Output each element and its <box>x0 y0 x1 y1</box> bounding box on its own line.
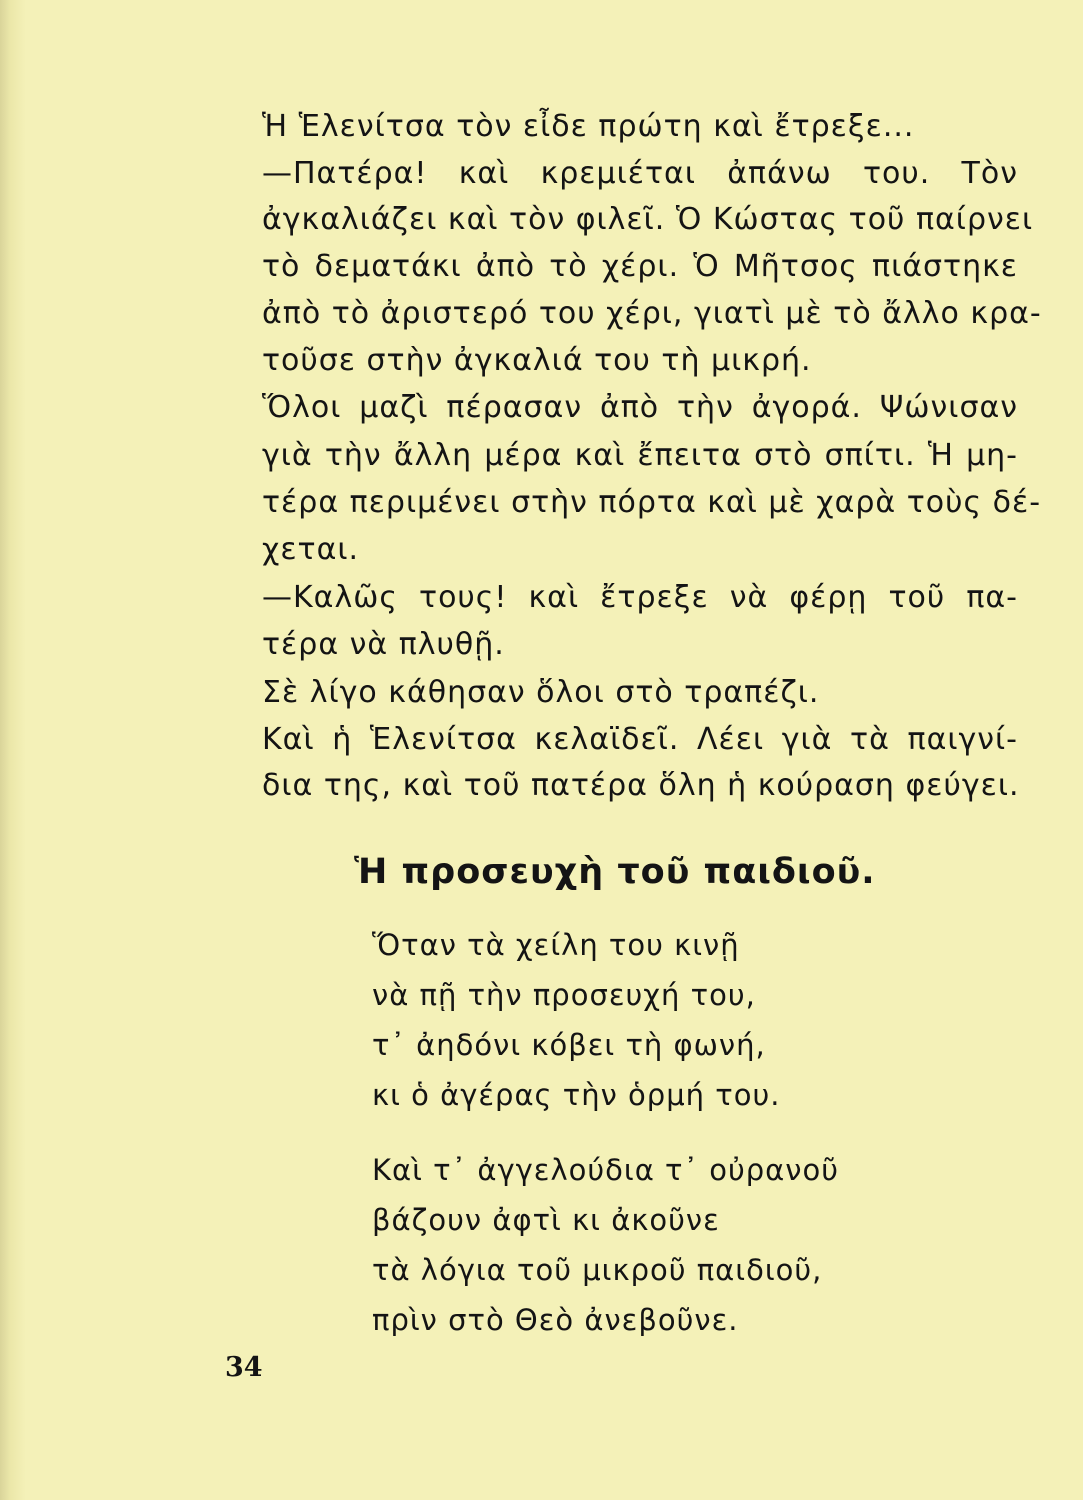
poem-line: κι ὁ ἀγέρας τὴν ὁρμή του. <box>372 1078 781 1112</box>
prose-line-1: Ἡ Ἑλενίτσα τὸν εἶδε πρώτη καὶ ἔτρεξε... <box>262 109 915 144</box>
section-heading: Ἡ προσευχὴ τοῦ παιδιοῦ. <box>354 852 876 892</box>
prose-line-4: τὸ δεματάκι ἀπὸ τὸ χέρι. Ὁ Μῆτσος πιάστηκε <box>262 249 1018 284</box>
poem-line: τὰ λόγια τοῦ μικροῦ παιδιοῦ, <box>372 1253 823 1287</box>
prose-line-7: Ὅλοι μαζὶ πέρασαν ἀπὸ τὴν ἀγορά. Ψώνισαν <box>262 390 1018 425</box>
poem-line: πρὶν στὸ Θεὸ ἀνεβοῦνε. <box>372 1303 739 1337</box>
poem-line: νὰ πῇ τὴν προσευχή του, <box>372 978 756 1012</box>
prose-line-9: τέρα περιμένει στὴν πόρτα καὶ μὲ χαρὰ τοὺς δέ- <box>262 485 1042 520</box>
poem-line: τ᾿ ἀηδόνι κόβει τὴ φωνή, <box>372 1028 766 1062</box>
prose-line-8: γιὰ τὴν ἄλλη μέρα καὶ ἔπειτα στὸ σπίτι. Ἡ μη- <box>262 438 1018 473</box>
prose-line-13: Σὲ λίγο κάθησαν ὅλοι στὸ τραπέζι. <box>262 675 820 710</box>
page-number: 34 <box>225 1352 263 1383</box>
page-edge-shadow <box>0 0 26 1500</box>
prose-line-3: ἀγκαλιάζει καὶ τὸν φιλεῖ. Ὁ Κώστας τοῦ παίρνει <box>262 202 1034 237</box>
prose-line-12: τέρα νὰ πλυθῇ. <box>262 627 505 662</box>
prose-line-2: —Πατέρα! καὶ κρεμιέται ἀπάνω του. Τὸν <box>262 156 1018 191</box>
prose-line-15: δια της, καὶ τοῦ πατέρα ὅλη ἡ κούραση φεύγει. <box>262 768 1020 803</box>
prose-line-10: χεται. <box>262 532 360 567</box>
prose-line-6: τοῦσε στὴν ἀγκαλιά του τὴ μικρή. <box>262 343 812 378</box>
prose-line-11: —Καλῶς τους! καὶ ἔτρεξε νὰ φέρῃ τοῦ πα- <box>262 580 1018 615</box>
prose-line-14: Καὶ ἡ Ἑλενίτσα κελαϊδεῖ. Λέει γιὰ τὰ παιγνί- <box>262 722 1018 757</box>
prose-line-5: ἀπὸ τὸ ἀριστερό του χέρι, γιατὶ μὲ τὸ ἄλλο κρα- <box>262 296 1042 331</box>
poem-line: Ὅταν τὰ χείλη του κινῇ <box>372 928 740 962</box>
poem-line: Καὶ τ᾿ ἀγγελούδια τ᾿ οὐρανοῦ <box>372 1153 839 1187</box>
poem-line: βάζουν ἀφτὶ κι ἀκοῦνε <box>372 1203 720 1237</box>
